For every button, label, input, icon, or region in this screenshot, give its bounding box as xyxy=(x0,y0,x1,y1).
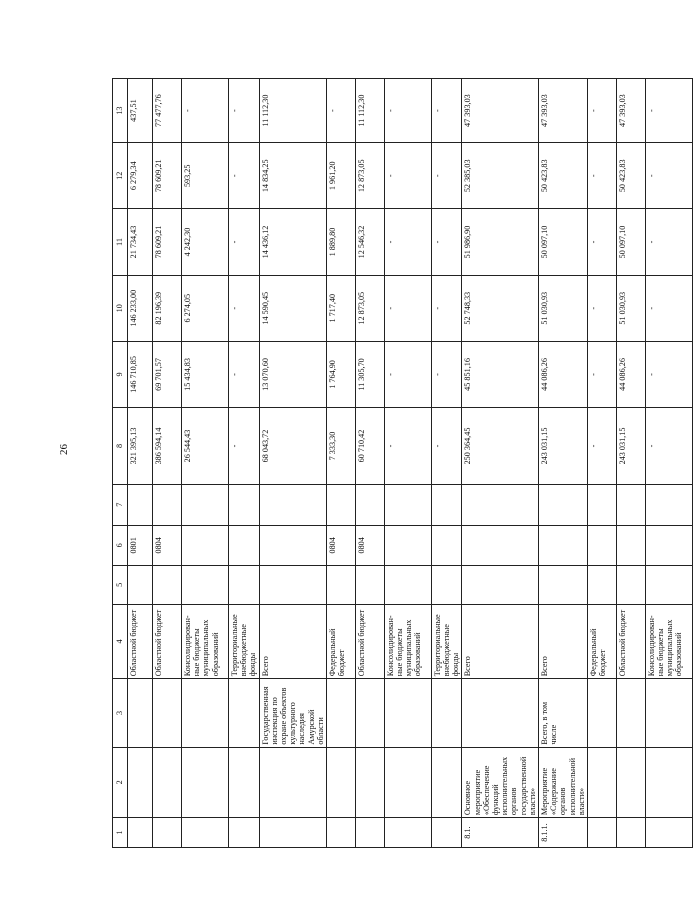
table-cell-col-10: - xyxy=(229,275,260,341)
table-cell-col-11: - xyxy=(229,209,260,275)
table-cell-col-11: 21 734,43 xyxy=(128,209,153,275)
table-cell-col-7 xyxy=(431,484,462,525)
table-cell-col-3 xyxy=(229,679,260,747)
table-cell-col-1 xyxy=(616,818,645,848)
table-cell-col-9: 44 086,26 xyxy=(538,341,587,407)
table-cell-col-4: Областной бюджет xyxy=(128,604,153,679)
table-cell-col-4: Федеральный бюджет xyxy=(326,604,355,679)
table-cell-col-6: 0801 xyxy=(128,525,153,566)
table-cell-col-7 xyxy=(182,484,229,525)
table-cell-col-12: 6 279,34 xyxy=(128,143,153,209)
table-cell-col-9: 69 701,57 xyxy=(153,341,182,407)
table-cell-col-8: - xyxy=(431,408,462,485)
table-cell-col-6 xyxy=(259,525,326,566)
table-cell-col-6 xyxy=(538,525,587,566)
table-row xyxy=(128,79,153,848)
header-cell: 13 xyxy=(113,79,128,143)
table-cell-col-13: 11 112,30 xyxy=(355,79,384,143)
table-cell-col-2 xyxy=(431,747,462,817)
table-cell-col-1 xyxy=(128,818,153,848)
table-cell-col-13: - xyxy=(229,79,260,143)
table-cell-col-10: 6 274,05 xyxy=(182,275,229,341)
table-cell-col-7 xyxy=(128,484,153,525)
table-cell-col-2: Мероприятие «Содержание органов исполнительной власти» xyxy=(538,747,587,817)
table-cell-col-7 xyxy=(462,484,539,525)
table-cell-col-5 xyxy=(645,566,692,604)
table-cell-col-12: 50 423,83 xyxy=(538,143,587,209)
table-cell-col-2 xyxy=(153,747,182,817)
table-cell-col-6: 0804 xyxy=(153,525,182,566)
table-cell-col-13: - xyxy=(326,79,355,143)
table-cell-col-5 xyxy=(384,566,431,604)
table-cell-col-12: - xyxy=(384,143,431,209)
budget-table xyxy=(112,78,693,848)
table-cell-col-9: 11 305,70 xyxy=(355,341,384,407)
table-cell-col-7 xyxy=(538,484,587,525)
table-cell-col-2 xyxy=(587,747,616,817)
table-row xyxy=(384,79,431,848)
header-cell: 11 xyxy=(113,209,128,275)
header-cell: 10 xyxy=(113,275,128,341)
table-cell-col-13: 437,51 xyxy=(128,79,153,143)
table-cell-col-6: 0804 xyxy=(355,525,384,566)
table-cell-col-12: 78 609,21 xyxy=(153,143,182,209)
header-cell: 5 xyxy=(113,566,128,604)
table-cell-col-8: - xyxy=(587,408,616,485)
header-row xyxy=(113,79,128,848)
table-cell-col-7 xyxy=(355,484,384,525)
table-cell-col-12: 12 873,05 xyxy=(355,143,384,209)
table-cell-col-2 xyxy=(355,747,384,817)
table-cell-col-2: Основное мероприятие «Обеспечение функций исполнительных органов государственной власти» xyxy=(462,747,539,817)
table-cell-col-4: Территориальные внебюджетные фонды xyxy=(229,604,260,679)
table-cell-col-9: - xyxy=(587,341,616,407)
table-cell-col-1 xyxy=(153,818,182,848)
table-cell-col-11: - xyxy=(384,209,431,275)
table-cell-col-6 xyxy=(462,525,539,566)
table-cell-col-2 xyxy=(182,747,229,817)
table-cell-col-10: - xyxy=(587,275,616,341)
table-cell-col-13: 47 393,03 xyxy=(616,79,645,143)
table-row xyxy=(229,79,260,848)
table-cell-col-9: 13 070,60 xyxy=(259,341,326,407)
table-row xyxy=(326,79,355,848)
page-number: 26 xyxy=(58,444,70,455)
table-cell-col-1 xyxy=(326,818,355,848)
table-cell-col-13: 11 112,30 xyxy=(259,79,326,143)
table-cell-col-12: - xyxy=(431,143,462,209)
table-cell-col-2 xyxy=(128,747,153,817)
table-cell-col-4: Областной бюджет xyxy=(153,604,182,679)
table-cell-col-8: - xyxy=(645,408,692,485)
table-row xyxy=(645,79,692,848)
table-cell-col-12: 52 385,03 xyxy=(462,143,539,209)
table-cell-col-12: 1 961,20 xyxy=(326,143,355,209)
table-cell-col-7 xyxy=(616,484,645,525)
table-cell-col-1: 8.1.1. xyxy=(538,818,587,848)
table-cell-col-4: Консолидирован-ные бюджеты муниципальных образований xyxy=(182,604,229,679)
table-cell-col-5 xyxy=(587,566,616,604)
table-cell-col-7 xyxy=(645,484,692,525)
table-cell-col-11: 1 889,80 xyxy=(326,209,355,275)
table-cell-col-11: 12 546,32 xyxy=(355,209,384,275)
table-cell-col-10: - xyxy=(431,275,462,341)
table-cell-col-1 xyxy=(229,818,260,848)
table-cell-col-5 xyxy=(616,566,645,604)
table-cell-col-8: 243 031,15 xyxy=(616,408,645,485)
table-cell-col-3 xyxy=(182,679,229,747)
table-cell-col-5 xyxy=(462,566,539,604)
header-cell: 3 xyxy=(113,679,128,747)
table-cell-col-8: 321 395,13 xyxy=(128,408,153,485)
header-cell: 1 xyxy=(113,818,128,848)
table-cell-col-3 xyxy=(326,679,355,747)
table-cell-col-7 xyxy=(259,484,326,525)
table-cell-col-11: 50 097,10 xyxy=(538,209,587,275)
table-cell-col-12: - xyxy=(645,143,692,209)
table-cell-col-2 xyxy=(384,747,431,817)
table-cell-col-12: - xyxy=(229,143,260,209)
table-cell-col-10: - xyxy=(384,275,431,341)
table-cell-col-10: 51 030,93 xyxy=(616,275,645,341)
header-cell: 6 xyxy=(113,525,128,566)
table-cell-col-1 xyxy=(645,818,692,848)
table-cell-col-11: 4 242,30 xyxy=(182,209,229,275)
table-cell-col-3 xyxy=(645,679,692,747)
table-cell-col-7 xyxy=(587,484,616,525)
table-cell-col-11: 14 436,12 xyxy=(259,209,326,275)
table-cell-col-3 xyxy=(128,679,153,747)
table-cell-col-9: - xyxy=(645,341,692,407)
table-cell-col-3 xyxy=(355,679,384,747)
table-cell-col-13: - xyxy=(384,79,431,143)
table-cell-col-4: Территориальные внебюджетные фонды xyxy=(431,604,462,679)
table-cell-col-10: 146 233,00 xyxy=(128,275,153,341)
table-cell-col-5 xyxy=(128,566,153,604)
table-cell-col-9: - xyxy=(384,341,431,407)
table-cell-col-2 xyxy=(259,747,326,817)
table-cell-col-6: 0804 xyxy=(326,525,355,566)
table-cell-col-3 xyxy=(431,679,462,747)
table-row xyxy=(462,79,539,848)
table-cell-col-1 xyxy=(355,818,384,848)
table-cell-col-3 xyxy=(384,679,431,747)
table-cell-col-6 xyxy=(229,525,260,566)
table-cell-col-13: 77 477,76 xyxy=(153,79,182,143)
table-cell-col-6 xyxy=(645,525,692,566)
table-cell-col-5 xyxy=(182,566,229,604)
table-cell-col-9: 44 086,26 xyxy=(616,341,645,407)
table-cell-col-6 xyxy=(384,525,431,566)
table-cell-col-8: 7 333,30 xyxy=(326,408,355,485)
header-cell: 4 xyxy=(113,604,128,679)
table-cell-col-10: 12 873,05 xyxy=(355,275,384,341)
table-cell-col-9: 45 851,16 xyxy=(462,341,539,407)
table-cell-col-3 xyxy=(587,679,616,747)
table-cell-col-11: 51 986,90 xyxy=(462,209,539,275)
table-row xyxy=(538,79,587,848)
table-row xyxy=(616,79,645,848)
table-cell-col-6 xyxy=(431,525,462,566)
table-cell-col-1: 8.1. xyxy=(462,818,539,848)
table-row xyxy=(355,79,384,848)
header-cell: 12 xyxy=(113,143,128,209)
table-cell-col-4: Всего xyxy=(538,604,587,679)
table-cell-col-13: - xyxy=(431,79,462,143)
table-cell-col-12: 50 423,83 xyxy=(616,143,645,209)
table-cell-col-7 xyxy=(384,484,431,525)
table-cell-col-4: Областной бюджет xyxy=(616,604,645,679)
table-cell-col-5 xyxy=(229,566,260,604)
table-cell-col-10: 14 590,45 xyxy=(259,275,326,341)
header-cell: 2 xyxy=(113,747,128,817)
table-cell-col-2 xyxy=(616,747,645,817)
table-cell-col-8: 250 364,45 xyxy=(462,408,539,485)
table-row xyxy=(431,79,462,848)
table-cell-col-13: 47 393,03 xyxy=(538,79,587,143)
table-cell-col-11: - xyxy=(645,209,692,275)
table-cell-col-2 xyxy=(326,747,355,817)
table-cell-col-3: Всего, в том числе xyxy=(538,679,587,747)
table-cell-col-11: - xyxy=(431,209,462,275)
table-body xyxy=(128,79,693,848)
table-cell-col-1 xyxy=(384,818,431,848)
table-cell-col-5 xyxy=(355,566,384,604)
table-cell-col-10: 82 196,39 xyxy=(153,275,182,341)
table-cell-col-8: - xyxy=(229,408,260,485)
table-cell-col-8: 243 031,15 xyxy=(538,408,587,485)
table-cell-col-1 xyxy=(182,818,229,848)
table-cell-col-10: 51 030,93 xyxy=(538,275,587,341)
table-cell-col-13: - xyxy=(182,79,229,143)
table-cell-col-9: 1 764,90 xyxy=(326,341,355,407)
table-cell-col-13: - xyxy=(587,79,616,143)
table-cell-col-5 xyxy=(259,566,326,604)
table-cell-col-3: Государственная инспекция по охране объектов культурного наследия Амурской области xyxy=(259,679,326,747)
table-cell-col-7 xyxy=(153,484,182,525)
table-cell-col-11: 78 609,21 xyxy=(153,209,182,275)
table-cell-col-5 xyxy=(431,566,462,604)
table-row xyxy=(259,79,326,848)
table-cell-col-4: Областной бюджет xyxy=(355,604,384,679)
table-row xyxy=(153,79,182,848)
table-cell-col-8: - xyxy=(384,408,431,485)
table-cell-col-12: - xyxy=(587,143,616,209)
table-cell-col-7 xyxy=(229,484,260,525)
table-cell-col-9: 15 434,83 xyxy=(182,341,229,407)
table-cell-col-13: - xyxy=(645,79,692,143)
table-cell-col-5 xyxy=(326,566,355,604)
table-cell-col-4: Всего xyxy=(462,604,539,679)
table-cell-col-10: 52 748,33 xyxy=(462,275,539,341)
table-cell-col-3 xyxy=(616,679,645,747)
table-cell-col-2 xyxy=(645,747,692,817)
header-cell: 7 xyxy=(113,484,128,525)
table-cell-col-10: 1 717,40 xyxy=(326,275,355,341)
table-cell-col-8: 60 710,42 xyxy=(355,408,384,485)
table-cell-col-6 xyxy=(616,525,645,566)
table-cell-col-11: - xyxy=(587,209,616,275)
header-cell: 9 xyxy=(113,341,128,407)
table-cell-col-6 xyxy=(182,525,229,566)
table-cell-col-1 xyxy=(587,818,616,848)
table-cell-col-4: Консолидирован-ные бюджеты муниципальных образований xyxy=(384,604,431,679)
table-cell-col-11: 50 097,10 xyxy=(616,209,645,275)
table-cell-col-12: 14 834,25 xyxy=(259,143,326,209)
table-cell-col-5 xyxy=(153,566,182,604)
header-cell: 8 xyxy=(113,408,128,485)
table-cell-col-1 xyxy=(259,818,326,848)
table-cell-col-9: - xyxy=(229,341,260,407)
table-cell-col-2 xyxy=(229,747,260,817)
table-cell-col-13: 47 393,03 xyxy=(462,79,539,143)
table-cell-col-4: Консолидирован-ные бюджеты муниципальных образований xyxy=(645,604,692,679)
rotated-table-area xyxy=(112,78,684,848)
table-cell-col-10: - xyxy=(645,275,692,341)
table-cell-col-9: - xyxy=(431,341,462,407)
table-row xyxy=(587,79,616,848)
table-cell-col-3 xyxy=(153,679,182,747)
table-cell-col-4: Федеральный бюджет xyxy=(587,604,616,679)
table-cell-col-8: 68 043,72 xyxy=(259,408,326,485)
table-cell-col-9: 146 710,85 xyxy=(128,341,153,407)
table-cell-col-8: 26 544,43 xyxy=(182,408,229,485)
table-cell-col-4: Всего xyxy=(259,604,326,679)
table-cell-col-7 xyxy=(326,484,355,525)
table-cell-col-12: 593,25 xyxy=(182,143,229,209)
table-cell-col-5 xyxy=(538,566,587,604)
table-cell-col-3 xyxy=(462,679,539,747)
table-cell-col-6 xyxy=(587,525,616,566)
table-row xyxy=(182,79,229,848)
table-cell-col-8: 386 594,14 xyxy=(153,408,182,485)
table-cell-col-1 xyxy=(431,818,462,848)
